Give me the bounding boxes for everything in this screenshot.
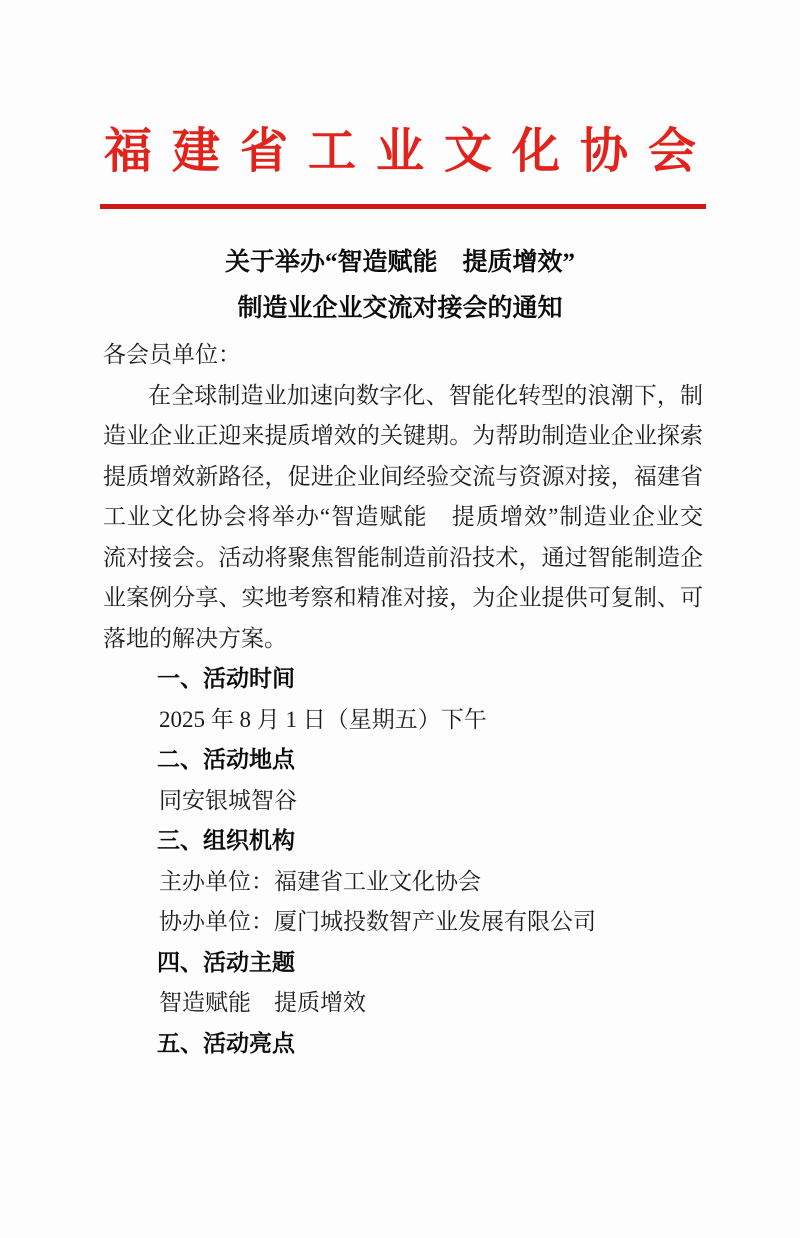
letterhead-divider-line — [100, 204, 706, 209]
paragraph-line: 造业企业正迎来提质增效的关键期。为帮助制造业企业探索 — [103, 423, 703, 448]
paragraph-line: 工业文化协会将举办“智造赋能 提质增效”制造业企业交 — [103, 504, 703, 529]
activity-time-value: 2025 年 8 月 1 日（星期五）下午 — [159, 706, 487, 732]
section-heading-organizers: 三、组织机构 — [157, 828, 295, 853]
section-heading-activity-location: 二、活动地点 — [157, 747, 295, 772]
paragraph-line: 在全球制造业加速向数字化、智能化转型的浪潮下，制 — [148, 382, 703, 408]
activity-theme-value: 智造赋能 提质增效 — [159, 990, 366, 1015]
letterhead-org-name: 福建省工业文化协会 — [104, 125, 696, 178]
notice-body — [103, 335, 703, 1064]
section-heading-activity-theme: 四、活动主题 — [157, 949, 295, 975]
host-organizer: 主办单位：福建省工业文化协会 — [159, 868, 481, 894]
co-organizer: 协办单位：厦门城投数智产业发展有限公司 — [159, 909, 596, 934]
section-heading-activity-time: 一、活动时间 — [157, 666, 295, 691]
salutation: 各会员单位： — [103, 342, 241, 367]
paragraph-line: 流对接会。活动将聚焦智能制造前沿技术，通过智能制造企 — [103, 544, 703, 570]
section-heading-activity-highlights: 五、活动亮点 — [157, 1030, 295, 1056]
notice-title-line-1: 关于举办“智造赋能 提质增效” — [224, 249, 575, 276]
paragraph-line: 提质增效新路径，促进企业间经验交流与资源对接，福建省 — [103, 463, 703, 489]
notice-title — [0, 240, 800, 332]
paragraph-line: 业案例分享、实地考察和精准对接，为企业提供可复制、可 — [103, 585, 703, 610]
activity-location-value: 同安银城智谷 — [159, 787, 297, 813]
paragraph-line: 落地的解决方案。 — [103, 625, 287, 651]
notice-title-line-2: 制造业企业交流对接会的通知 — [237, 295, 563, 322]
